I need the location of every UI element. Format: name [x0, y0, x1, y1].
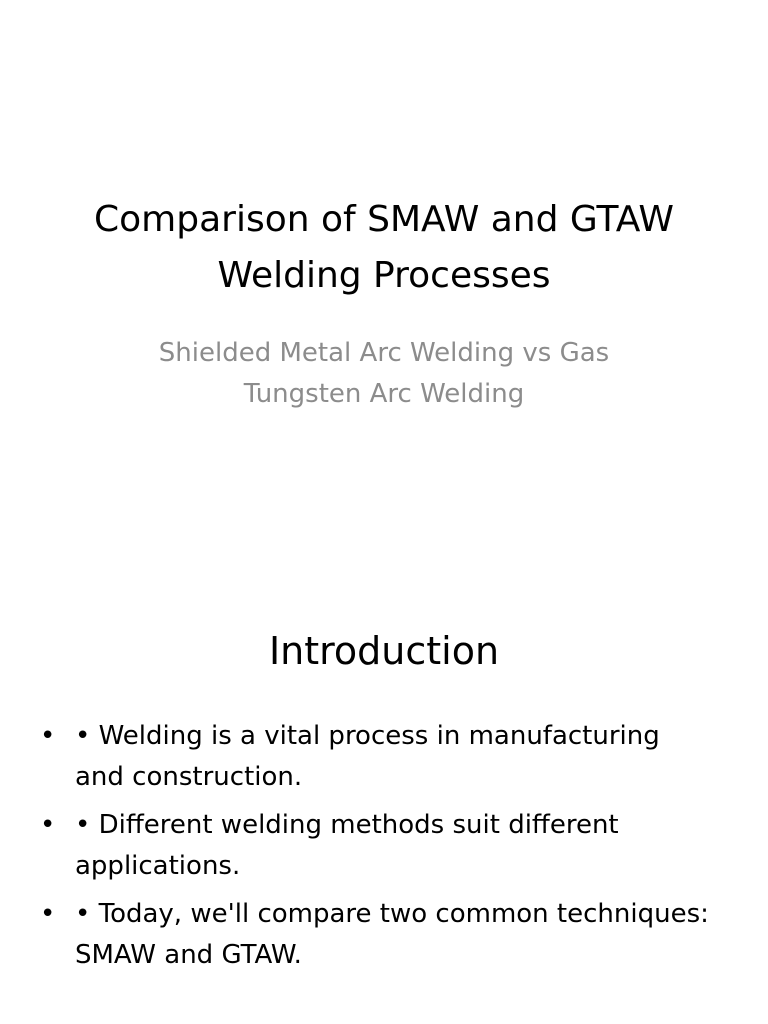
list-item: [40, 716, 710, 798]
list-item: [40, 894, 710, 976]
slide-title: Comparison of SMAW and GTAW Welding Processes: [94, 199, 674, 296]
section-heading: Introduction: [268, 629, 500, 673]
bullet-list: [40, 716, 710, 983]
bullet-text: • Welding is a vital process in manufacturing and construction.: [75, 721, 660, 792]
introduction-slide: [0, 576, 768, 1024]
bullet-marker: •: [40, 810, 56, 840]
bullet-marker: •: [40, 721, 56, 751]
bullet-text: • Different welding methods suit different applications.: [75, 810, 619, 881]
slide-subtitle: Shielded Metal Arc Welding vs Gas Tungsten Arc Welding: [158, 338, 610, 409]
bullet-text: • Today, we'll compare two common techniques: SMAW and GTAW.: [75, 899, 709, 970]
list-item: [40, 805, 710, 887]
bullet-marker: •: [40, 899, 56, 929]
